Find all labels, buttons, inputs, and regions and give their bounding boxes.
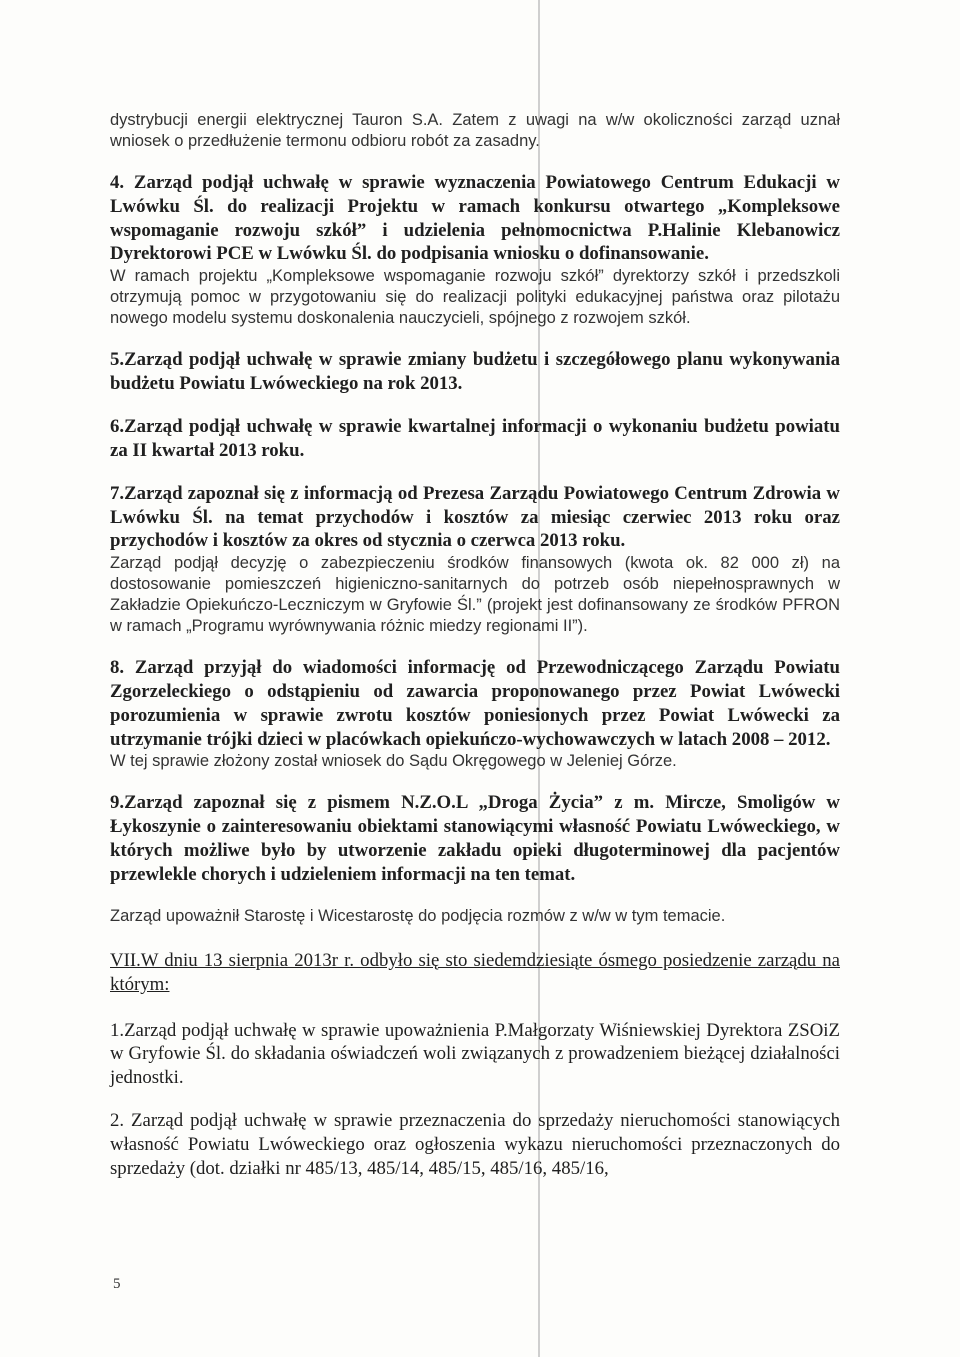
section-vii-item-1: 1.Zarząd podjął uchwałę w sprawie upoważnienia P.Małgorzaty Wiśniewskiej Dyrektora ZSOiZ w Gryfowie Śl. do składania oświadczeń woli związanych z prowadzeniem bieżącej działalności jednostki. [110,1019,840,1089]
item-4-resolution: 4. Zarząd podjął uchwałę w sprawie wyznaczenia Powiatowego Centrum Edukacji w Lwówku Śl. do realizacji Projektu w ramach konkursu otwartego „Kompleksowe wspomaganie rozwoju szkół” i udzielenia pełnomocnictwa P.Halinie Klebanowicz Dyrektorowi PCE w Lwówku Śl. do podpisania wniosku o dofinansowanie. [110,171,840,265]
item-8-information: 8. Zarząd przyjął do wiadomości informację od Przewodniczącego Zarządu Powiatu Zgorzeleckiego o odstąpieniu od zawarcia proponowanego przez Powiat Lwówecki porozumienia w sprawie zwrotu kosztów poniesionych przez Powiat Lwówecki za utrzymanie trójki dzieci w placówkach opiekuńczo-wychowawczych w latach 2008 – 2012. [110,657,840,750]
paragraph-authorization: Zarząd upoważnił Starostę i Wicestarostę do podjęcia rozmów z w/w w tym temacie. [110,906,726,925]
paragraph-tauron-conclusion: dystrybucji energii elektrycznej Tauron S.A. Zatem z uwagi na w/w okoliczności zarząd uznał wniosek o przedłużenie termonu odbioru robót za zasadny. [110,111,840,150]
item-5-resolution: 5.Zarząd podjął uchwałę w sprawie zmiany budżetu i szczegółowego planu wykonywania budżetu Powiatu Lwóweckiego na rok 2013. [110,349,840,395]
paragraph-pfron-decision: Zarząd podjął decyzję o zabezpieczeniu środków finansowych (kwota ok. 82 000 zł) na dostosowanie pomieszczeń higieniczno-sanitarnych do potrzeb osób niepełnosprawnych w Zakładzie Opiekuńczo-Leczniczym w Gryfowie Śl.” (projekt jest dofinansowany ze środków PFRON w ramach „Programu wyrównywania różnic miedzy regionami II”). [110,554,840,636]
document-body [110,110,840,1181]
item-9-letter: 9.Zarząd zapoznał się z pismem N.Z.O.L „Droga Życia” z m. Mircze, Smoligów w Łykoszynie o zainteresowaniu obiektami stanowiącymi własność Powiatu Lwóweckiego, w których możliwe było by utworzenie zakładu opieki długoterminowej dla pacjentów przewlekle chorych i udzieleniem informacji na ten temat. [110,792,840,885]
page-number: 5 [113,1276,121,1292]
section-vii-heading: VII.W dniu 13 sierpnia 2013r r. odbyło się sto siedemdziesiąte ósmego posiedzenie zarządu na którym: [110,949,840,995]
section-vii-item-2: 2. Zarząd podjął uchwałę w sprawie przeznaczenia do sprzedaży nieruchomości stanowiących własność Powiatu Lwóweckiego oraz ogłoszenia wykazu nieruchomości przeznaczonych do sprzedaży (dot. działki nr 485/13, 485/14, 485/15, 485/16, 485/16, [110,1110,840,1179]
item-6-resolution: 6.Zarząd podjął uchwałę w sprawie kwartalnej informacji o wykonaniu budżetu powiatu za II kwartał 2013 roku. [110,415,840,461]
paragraph-court-motion: W tej sprawie złożony został wniosek do Sądu Okręgowego w Jeleniej Górze. [110,752,677,771]
paragraph-project-description: W ramach projektu „Kompleksowe wspomaganie rozwoju szkół” dyrektorzy szkół i przedszkoli otrzymują pomoc w przygotowaniu się do realizacji polityki edukacyjnej państwa oraz pilotażu nowego modelu systemu doskonalenia nauczycieli, spójnego z rozwojem szkół. [110,267,840,328]
item-7-information: 7.Zarząd zapoznał się z informacją od Prezesa Zarządu Powiatowego Centrum Zdrowia w Lwówku Śl. na temat przychodów i kosztów za miesiąc czerwiec 2013 roku oraz przychodów i kosztów za okres od stycznia o czerwca 2013 roku. [110,482,840,552]
